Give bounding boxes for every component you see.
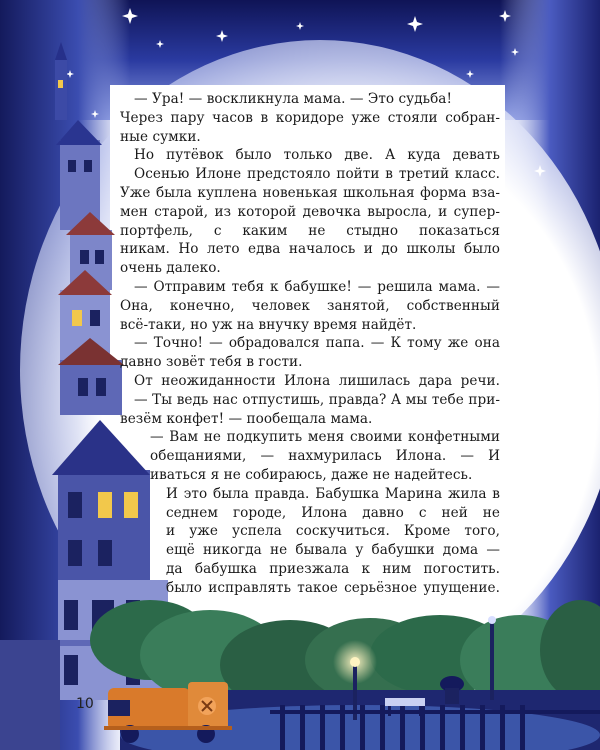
- text-line: было исправлять такое серьёзное упущение.: [166, 579, 500, 596]
- text-line: обещаниями, — нахмурилась Илона. — И: [150, 448, 500, 465]
- text-line: везём конфет! — пообещала мама.: [120, 410, 373, 427]
- text-line: никам. Но лето едва началось и до школы было: [120, 241, 500, 258]
- text-line: всё-таки, но уж на внучку время найдёт.: [120, 316, 417, 333]
- text-line: ещё никогда не бывала у бабушки дома —: [166, 542, 500, 559]
- text-line: Но путёвок было только две. А куда девать: [134, 147, 500, 164]
- text-line: очень далеко.: [120, 260, 221, 277]
- text-line: иваться я не собираюсь, даже не надейтесь.: [150, 466, 473, 483]
- text-line: седнем городе, Илона давно с ней не: [166, 504, 500, 521]
- text-line: да бабушка приезжала к ним погостить.: [166, 560, 500, 577]
- text-line: давно зовёт тебя в гости.: [120, 354, 303, 371]
- story-text: [120, 90, 500, 598]
- text-line: — Точно! — обрадовался папа. — К тому же она: [134, 335, 500, 352]
- text-line: — Ура! — воскликнула мама. — Это судьба!: [134, 91, 452, 107]
- text-line: — Вам не подкупить меня своими конфетными: [150, 429, 500, 446]
- text-line: и уже успела соскучиться. Кроме того,: [166, 523, 500, 540]
- page-number: 10: [76, 696, 94, 712]
- text-line: портфель, с каким не стыдно показаться: [120, 222, 500, 239]
- text-line: — Отправим тебя к бабушке! — решила мама. —: [134, 278, 500, 295]
- text-line: Уже была куплена новенькая школьная форма вза-: [120, 184, 500, 201]
- text-line: Она, конечно, человек занятой, собственный: [120, 297, 500, 314]
- text-line: ные сумки.: [120, 128, 201, 145]
- text-line: Осенью Илоне предстояло пойти в третий класс.: [134, 166, 500, 183]
- text-line: Через пару часов в коридоре уже стояли собран-: [120, 109, 500, 126]
- text-line: мен старой, из которой девочка выросла, и супер-: [120, 203, 500, 220]
- text-line: От неожиданности Илона лишилась дара речи.: [134, 372, 500, 389]
- text-line: — Ты ведь нас отпустишь, правда? А мы тебе при-: [134, 391, 500, 408]
- text-line: И это была правда. Бабушка Марина жила в: [166, 485, 500, 502]
